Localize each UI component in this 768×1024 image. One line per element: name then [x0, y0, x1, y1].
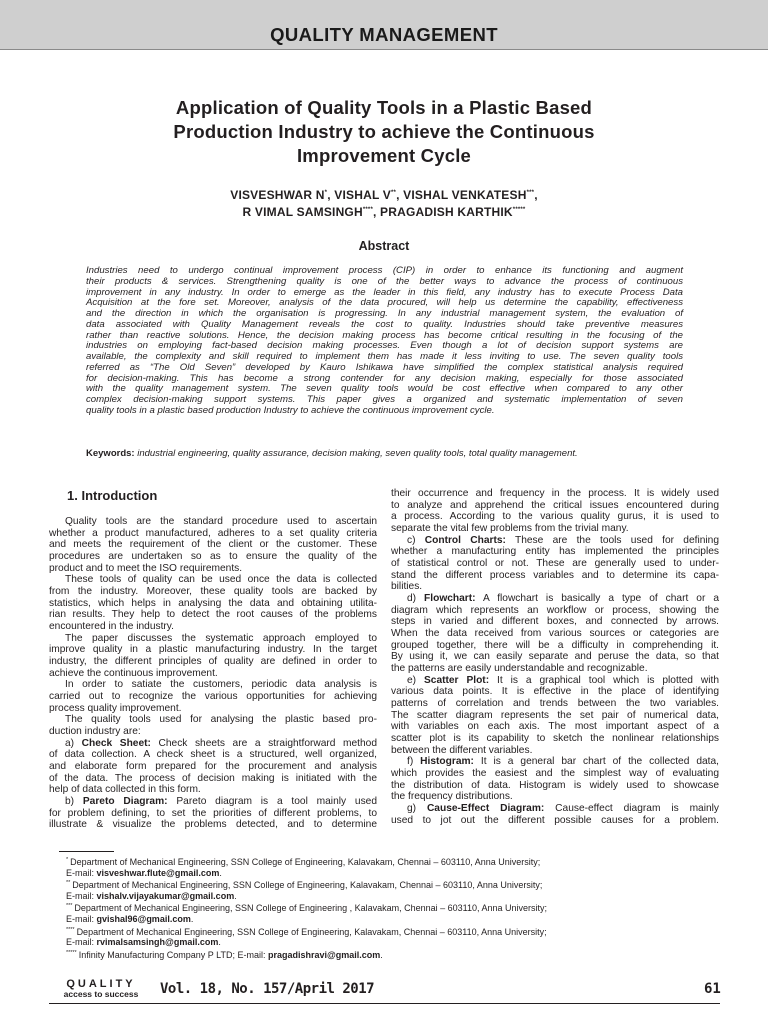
body-line: product and to meet the ISO requirements.: [49, 562, 243, 574]
item-marker: g): [407, 803, 427, 815]
body-line: help of data collected in this form.: [49, 784, 201, 796]
footnote-mark: ****: [66, 926, 75, 933]
body-line: scatter plot is its capability to sketch the nonlinear relationships: [391, 733, 719, 745]
abstract-line: complex decision-making support systems. This paper gives a organized and systematic implementation of seven: [86, 394, 683, 405]
body-line: encountered in the industry.: [49, 621, 174, 633]
footnote-email: [66, 914, 547, 925]
author-name: , VISHAL V: [327, 188, 391, 202]
body-line: and elaborate form prepared for the procurement and analysis: [49, 761, 377, 773]
item-term: Control Charts:: [424, 534, 506, 546]
footnote-email: [66, 868, 547, 879]
email-link: gvishal96@gmail.com: [96, 913, 191, 924]
list-item-pareto: [49, 796, 377, 808]
body-line: The scatter diagram represents the set pair of numerical data,: [391, 709, 719, 721]
body-line: bilities.: [391, 581, 423, 593]
list-item-check-sheet: [49, 738, 377, 750]
item-text: Cause-effect diagram is mainly: [544, 803, 720, 815]
body-line: whether a manufacturing entity has implemented the principles: [391, 546, 719, 558]
author-line-2: [80, 203, 688, 220]
body-line: statistics, which helps in analysing the data and obtaining utilita-: [49, 597, 377, 609]
email-label: E-mail:: [66, 937, 97, 948]
affiliation-mark: *****: [512, 207, 526, 213]
item-term: Histogram:: [420, 756, 474, 768]
item-text: It is a general bar chart of the collected data,: [473, 756, 719, 768]
footnote-mark: ***: [66, 903, 73, 910]
body-line: various data points. It is effective in the place of identifying: [391, 686, 719, 698]
body-line: These tools of quality can be used once the data is collected: [65, 574, 377, 586]
footnote-mark: *: [66, 857, 69, 863]
item-marker: d): [407, 593, 425, 605]
title-line: Improvement Cycle: [296, 145, 472, 166]
body-line: the frequency distributions.: [391, 791, 513, 803]
item-marker: b): [65, 796, 83, 808]
abstract-line: for decision-making. This has become a strong contender for any decision making, especially for those associated: [86, 372, 683, 384]
abstract-line: industries on employing fact-based decision making processes. Even though a lot of decision support systems are: [86, 340, 683, 352]
author-list: [80, 186, 688, 220]
body-line: and meets the requirement of the client or the customer. These: [49, 539, 377, 551]
item-marker: f): [407, 756, 421, 768]
email-link: visveshwar.flute@gmail.com: [96, 867, 220, 878]
abstract-line: Acquisition at the fore set. Moreover, analysis of the data procured, will help us determine the capability, effectiveness: [86, 297, 683, 309]
title-line: Application of Quality Tools in a Plastic Based: [175, 97, 593, 118]
body-line: whether a product manufactured, adheres to a set quality criteria: [49, 527, 377, 539]
body-line: which provides the easiest and the simplest way of evaluating: [391, 768, 719, 780]
header-divider: [0, 49, 768, 50]
footer-divider: [49, 1003, 720, 1004]
abstract-line: rather than reactive solutions. Hence, the decision making process has become critical resulting in the focusing of the: [86, 329, 683, 341]
item-term: Check Sheet:: [81, 737, 151, 749]
email-label: E-mail:: [66, 913, 97, 924]
left-column: [49, 516, 377, 831]
abstract-heading: Abstract: [358, 239, 410, 253]
body-line: between the different variables.: [391, 744, 533, 756]
footnote-text: Department of Mechanical Engineering, SSN College of Engineering , Kalavakam, Chennai – 603110, Anna University;: [74, 903, 548, 914]
body-line: the patterns are easily understandable and recognizable.: [391, 663, 648, 675]
item-marker: c): [407, 534, 425, 546]
affiliation-mark: **: [391, 190, 397, 196]
item-term: Cause-Effect Diagram:: [426, 803, 545, 815]
body-line: a process. According to the various quality gurus, it is used to: [391, 511, 719, 523]
body-line: rian results. They help to detect the root causes of the problems: [49, 609, 377, 621]
body-line: By using it, we can easily separate and peruse the data, so that: [391, 651, 719, 663]
section-heading: 1. Introduction: [67, 488, 158, 503]
journal-logo: [49, 978, 153, 999]
author-separator: ,: [534, 188, 538, 202]
section-header-bar: [0, 0, 768, 49]
section-title: QUALITY MANAGEMENT: [270, 24, 498, 45]
body-line: from the industry. Moreover, these quality tools are backed by: [49, 586, 377, 598]
list-item-scatter-plot: [391, 675, 719, 687]
body-line: with variables on each axis. The most important aspect of a: [391, 721, 719, 733]
body-line: Quality tools are the standard procedure used to ascertain: [65, 516, 377, 527]
footnotes: [66, 855, 547, 960]
email-label: E-mail:: [66, 890, 97, 901]
body-line: to analyze and apprehend the critical issues encountered during: [391, 499, 719, 511]
author-name: VISVESHWAR N: [230, 188, 325, 202]
list-item-cause-effect: [391, 803, 719, 815]
logo-tagline: access to success: [63, 989, 139, 999]
body-line: In order to satiate the customers, periodic data analysis is: [65, 679, 377, 691]
abstract-line: and the direction in which the organisation is progressing. In any industrial management system, the evaluation of: [86, 308, 683, 319]
body-line: grouped together, there will be a difficulty in comprehending it.: [391, 639, 719, 651]
body-line: The quality tools used for analysing the plastic based pro-: [65, 714, 377, 726]
body-line: their occurrence and frequency in the process. It is widely used: [391, 488, 719, 499]
body-line: of the data. The process of decision making is initiated with the: [49, 772, 377, 784]
body-line: improve quality in a plastic manufacturing industry. In the target: [49, 644, 377, 656]
footnote-affiliation: [66, 901, 547, 914]
body-line: stand the different process variables and to determine its capa-: [391, 569, 719, 581]
footnote-email: [66, 937, 547, 948]
logo-wordmark: QUALITY: [66, 978, 136, 990]
item-term: Pareto Diagram:: [82, 796, 168, 808]
item-marker: e): [407, 674, 424, 686]
email-end: .: [234, 890, 237, 901]
footnote-divider: [59, 851, 114, 852]
item-marker: a): [65, 737, 82, 749]
email-link: pragadishravi@gmail.com: [267, 949, 381, 960]
body-line: of data collection. A check sheet is a structured, well organized,: [49, 749, 377, 761]
item-text: Check sheets are a straightforward method: [150, 737, 378, 749]
item-term: Flowchart:: [424, 593, 476, 605]
footnote-affiliation: [66, 878, 547, 891]
list-item-histogram: [391, 756, 719, 768]
title-line: Production Industry to achieve the Continuous: [173, 121, 595, 142]
item-text: Pareto diagram is a tool mainly used: [167, 796, 377, 808]
email-end: .: [380, 949, 383, 960]
author-name: , PRAGADISH KARTHIK: [372, 205, 513, 219]
right-column: [391, 488, 719, 826]
footnote-mark: *****: [66, 949, 77, 956]
email-end: .: [190, 913, 194, 924]
footnote-affiliation: [66, 925, 547, 938]
body-line: patterns of correlation and trends between the two variables.: [391, 698, 719, 710]
body-line: carried out to recognize the various opportunities for achieving: [49, 691, 377, 703]
email-link: rvimalsamsingh@gmail.com: [96, 937, 219, 948]
affiliation-mark: *: [324, 190, 328, 196]
email-end: .: [218, 937, 221, 948]
body-line: the distribution of data. Histogram is widely used to showcase: [391, 779, 719, 791]
email-link: vishalv.vijayakumar@gmail.com: [96, 890, 235, 901]
paper-title: [100, 96, 668, 168]
item-term: Scatter Plot:: [423, 674, 490, 686]
abstract-line: their products & services. Strengthening quality is one of the better ways to advance the process of continuous: [86, 275, 683, 287]
body-line: illustrate & visualize the problems detected, and to determine: [49, 819, 377, 831]
body-line: The paper discusses the systematic approach employed to: [65, 632, 377, 644]
body-line: used to jot out the different possible causes for a problem.: [391, 814, 719, 826]
body-line: steps in varied and different boxes, and connected by arrows.: [391, 616, 719, 628]
item-text: A flowchart is basically a type of chart or a: [475, 593, 719, 605]
body-line: diagram which represents an workflow or process, showing the: [391, 604, 719, 616]
keywords: [86, 448, 686, 459]
footnote-email: [66, 891, 547, 902]
volume-info: Vol. 18, No. 157/April 2017: [160, 981, 375, 997]
item-text: It is a graphical tool which is plotted with: [489, 674, 719, 686]
footnote-mark: **: [66, 880, 71, 887]
email-label: E-mail:: [66, 867, 97, 878]
affiliation-mark: ***: [526, 190, 535, 196]
footnote-text: Department of Mechanical Engineering, SSN College of Engineering, Kalavakam, Chennai – 603110, Anna University;: [70, 857, 541, 867]
list-item-flowchart: [391, 593, 719, 605]
keywords-text: industrial engineering, quality assurance, decision making, seven quality tools, total quality management.: [134, 448, 578, 459]
body-line: for problem defining, to set the priorities of different problems, to: [49, 807, 377, 819]
email-end: .: [219, 867, 222, 878]
keywords-label: Keywords:: [86, 448, 135, 459]
abstract-body: [86, 266, 683, 417]
author-name: R VIMAL SAMSINGH: [242, 205, 363, 219]
page-number: 61: [704, 981, 721, 997]
abstract-line: available, the complexity and skill required to implement them has made it less inviting to use. The seven quality tools: [86, 351, 683, 362]
footnote-affiliation: [66, 855, 547, 868]
body-line: of statistical control or not. These are generally used to under-: [391, 558, 719, 570]
author-name: , VISHAL VENKATESH: [396, 188, 527, 202]
abstract-line: quality tools in a plastic based production Industry to achieve the continuous improvement cycle.: [86, 404, 495, 416]
abstract-line: with the quality management system. The seven quality tools would be cost effective when compared to any other: [86, 383, 683, 395]
abstract-line: data associated with Quality Management reveals the cost to quality. Industries should take preventive measures: [86, 318, 683, 330]
body-line: When the data received from various sources or categories are: [391, 628, 719, 640]
footnote-text: Department of Mechanical Engineering, SSN College of Engineering, Kalavakam, Chennai – 603110, Anna University;: [72, 880, 543, 891]
body-line: process quality improvement.: [49, 702, 182, 714]
footnote-text: Infinity Manufacturing Company P LTD; E-mail:: [78, 949, 268, 960]
body-line: duction industry are:: [49, 726, 141, 738]
item-text: These are the tools used for defining: [505, 534, 719, 546]
body-line: industry, the different principles of quality are defined in order to: [49, 656, 377, 668]
list-item-control-charts: [391, 535, 719, 547]
abstract-line: referred as “The Old Seven” developed by Kauro Ishikawa have simplified the complex statistical analysis required: [86, 361, 683, 373]
body-line: separate the vital few problems from the trivial many.: [391, 523, 629, 535]
abstract-line: improvement in any industry. In order to emerge as the leader in this field, any industry has to execute Process Data: [86, 286, 683, 298]
author-line-1: [80, 186, 688, 203]
affiliation-mark: ****: [362, 207, 373, 213]
body-line: achieve the continuous improvement.: [49, 667, 218, 679]
footnote-affiliation: [66, 948, 547, 961]
abstract-line: Industries need to undergo continual improvement process (CIP) in order to enhance its functioning and augment: [86, 265, 683, 276]
body-line: procedures are undertaken so as to ensure the quality of the: [49, 551, 377, 563]
footnote-text: Department of Mechanical Engineering, SSN College of Engineering, Kalavakam, Chennai – 603110, Anna University;: [76, 926, 547, 937]
